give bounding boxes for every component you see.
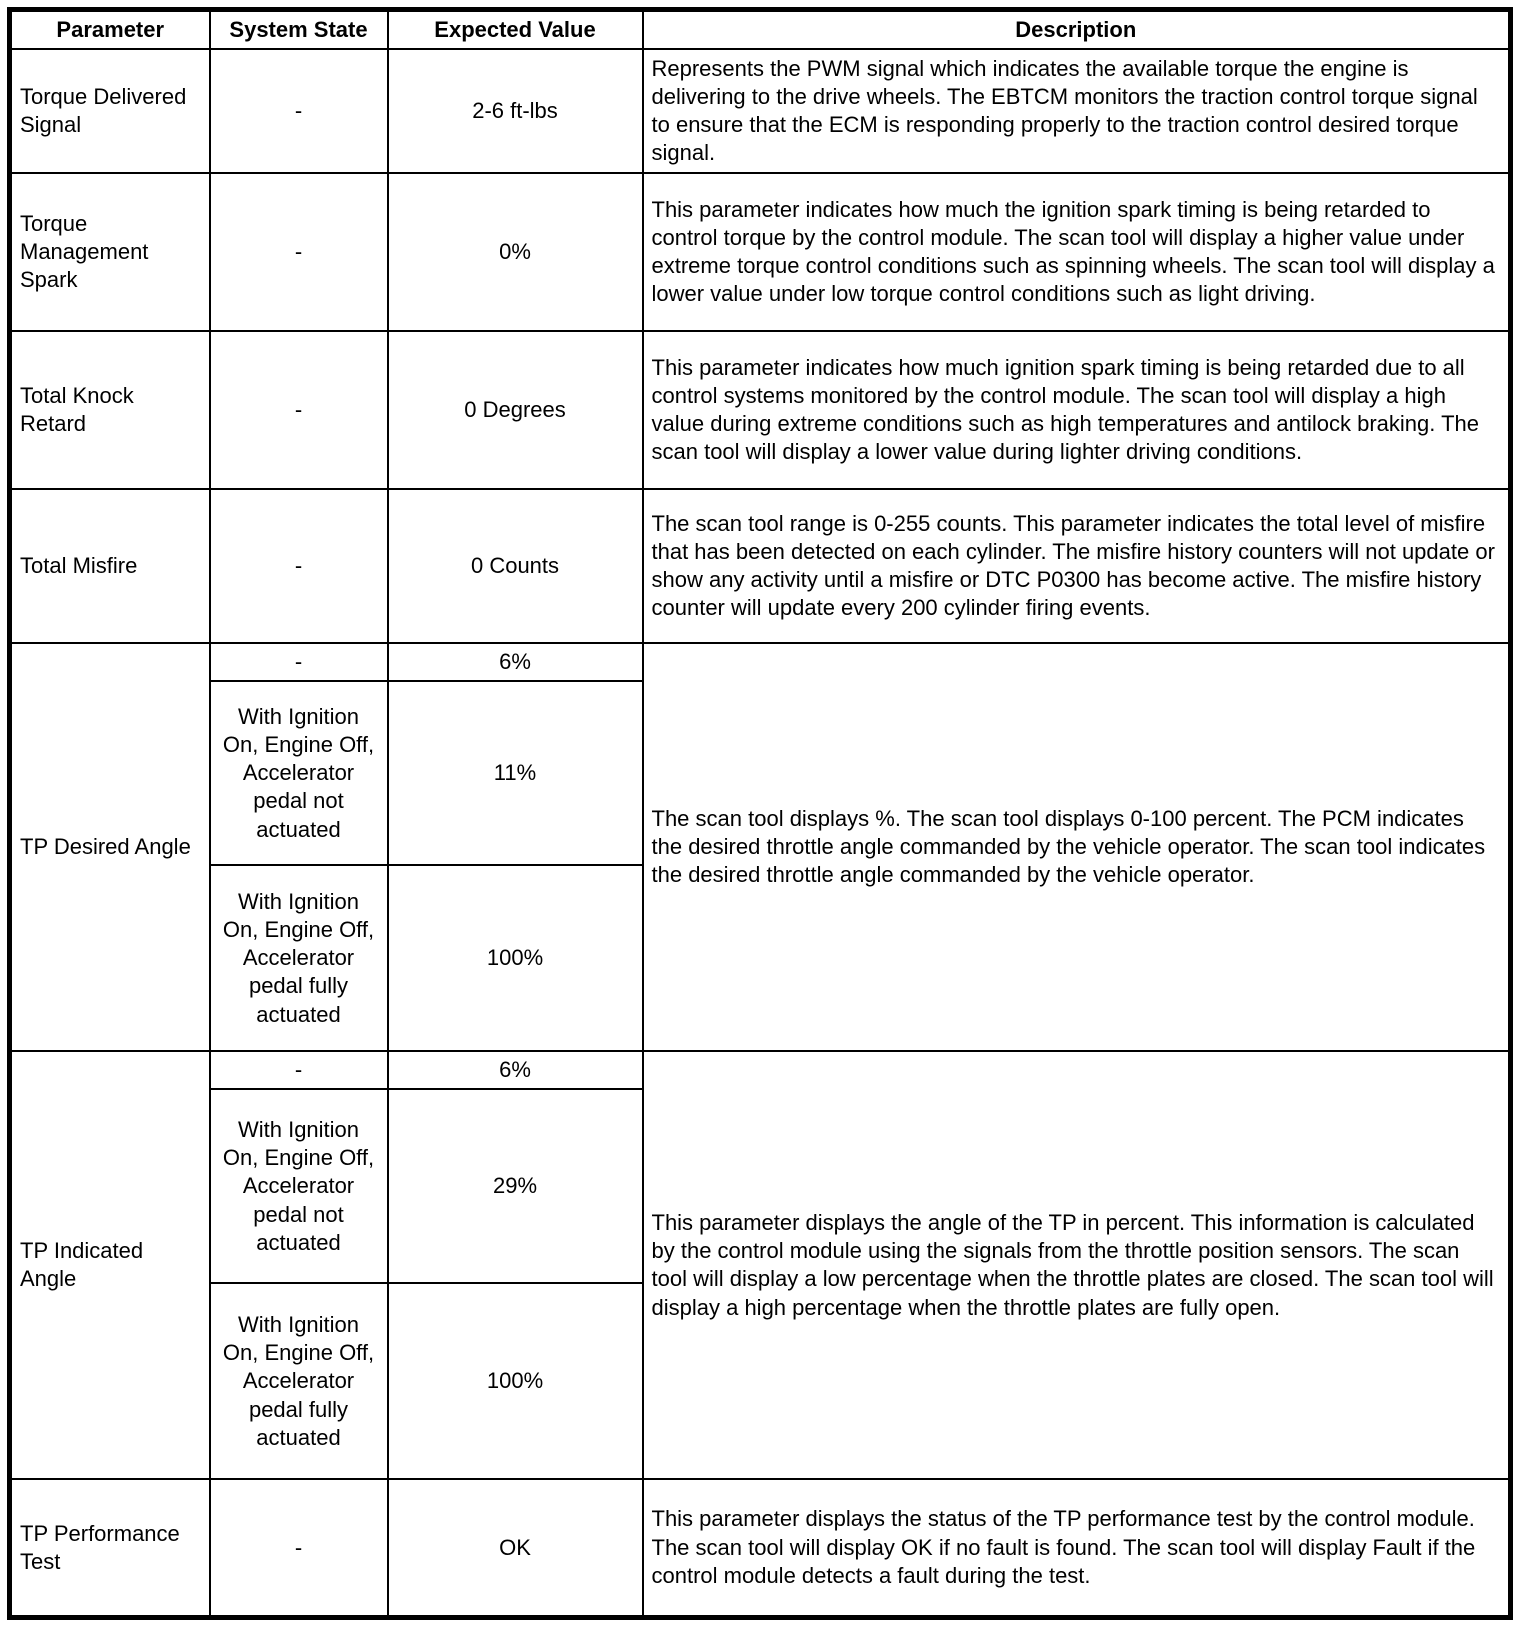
cell-expected-value: 0 Counts <box>388 489 643 643</box>
table-row <box>10 1051 1511 1089</box>
cell-system-state: - <box>210 643 388 681</box>
cell-system-state: With Ignition On, Engine Off, Accelerator pedal not actuated <box>210 681 388 865</box>
cell-expected-value: 2-6 ft-lbs <box>388 49 643 173</box>
col-header-parameter: Parameter <box>10 10 210 50</box>
cell-description: The scan tool range is 0-255 counts. This parameter indicates the total level of misfire that has been detected on each cylinder. The misfire history counters will not update or show any activity until a misfire or DTC P0300 has become active. The misfire history counter will update every 200 cylinder firing events. <box>643 489 1511 643</box>
cell-system-state: - <box>210 331 388 489</box>
cell-parameter: Torque Delivered Signal <box>10 49 210 173</box>
table-header-row <box>10 10 1511 50</box>
cell-description: This parameter displays the status of the TP performance test by the control module. The scan tool will display OK if no fault is found. The scan tool will display Fault if the control module detects a fault during the test. <box>643 1479 1511 1617</box>
cell-description: The scan tool displays %. The scan tool displays 0-100 percent. The PCM indicates the desired throttle angle commanded by the vehicle operator. The scan tool indicates the desired throttle angle commanded by the vehicle operator. <box>643 643 1511 1051</box>
table-row <box>10 49 1511 173</box>
cell-parameter: TP Desired Angle <box>10 643 210 1051</box>
table-row <box>10 643 1511 681</box>
cell-expected-value: 0 Degrees <box>388 331 643 489</box>
col-header-system-state: System State <box>210 10 388 50</box>
cell-parameter: TP Performance Test <box>10 1479 210 1617</box>
cell-system-state: - <box>210 49 388 173</box>
cell-expected-value: 6% <box>388 1051 643 1089</box>
cell-description: This parameter displays the angle of the TP in percent. This information is calculated by the control module using the signals from the throttle position sensors. The scan tool will display a low percentage when the throttle plates are closed. The scan tool will display a high percentage when the throttle plates are fully open. <box>643 1051 1511 1479</box>
scan-tool-data-table <box>7 7 1513 1620</box>
cell-description: Represents the PWM signal which indicates the available torque the engine is delivering to the drive wheels. The EBTCM monitors the traction control torque signal to ensure that the ECM is responding properly to the traction control desired torque signal. <box>643 49 1511 173</box>
cell-parameter: TP Indicated Angle <box>10 1051 210 1479</box>
cell-parameter: Total Knock Retard <box>10 331 210 489</box>
cell-system-state: With Ignition On, Engine Off, Accelerator pedal fully actuated <box>210 865 388 1051</box>
table-row <box>10 173 1511 331</box>
cell-expected-value: OK <box>388 1479 643 1617</box>
cell-expected-value: 100% <box>388 1283 643 1479</box>
cell-parameter: Total Misfire <box>10 489 210 643</box>
cell-description: This parameter indicates how much ignition spark timing is being retarded due to all control systems monitored by the control module. The scan tool will display a high value during extreme conditions such as high temperatures and antilock braking. The scan tool will display a lower value during lighter driving conditions. <box>643 331 1511 489</box>
col-header-expected-value: Expected Value <box>388 10 643 50</box>
cell-expected-value: 0% <box>388 173 643 331</box>
cell-system-state: - <box>210 1051 388 1089</box>
cell-expected-value: 29% <box>388 1089 643 1283</box>
cell-expected-value: 100% <box>388 865 643 1051</box>
table-row <box>10 489 1511 643</box>
table-row <box>10 331 1511 489</box>
cell-expected-value: 6% <box>388 643 643 681</box>
cell-system-state: With Ignition On, Engine Off, Accelerator pedal not actuated <box>210 1089 388 1283</box>
cell-system-state: With Ignition On, Engine Off, Accelerator pedal fully actuated <box>210 1283 388 1479</box>
table-row <box>10 1479 1511 1617</box>
cell-description: This parameter indicates how much the ignition spark timing is being retarded to control torque by the control module. The scan tool will display a higher value under extreme torque control conditions such as spinning wheels. The scan tool will display a lower value under low torque control conditions such as light driving. <box>643 173 1511 331</box>
cell-system-state: - <box>210 1479 388 1617</box>
cell-expected-value: 11% <box>388 681 643 865</box>
col-header-description: Description <box>643 10 1511 50</box>
cell-system-state: - <box>210 173 388 331</box>
cell-parameter: Torque Management Spark <box>10 173 210 331</box>
cell-system-state: - <box>210 489 388 643</box>
